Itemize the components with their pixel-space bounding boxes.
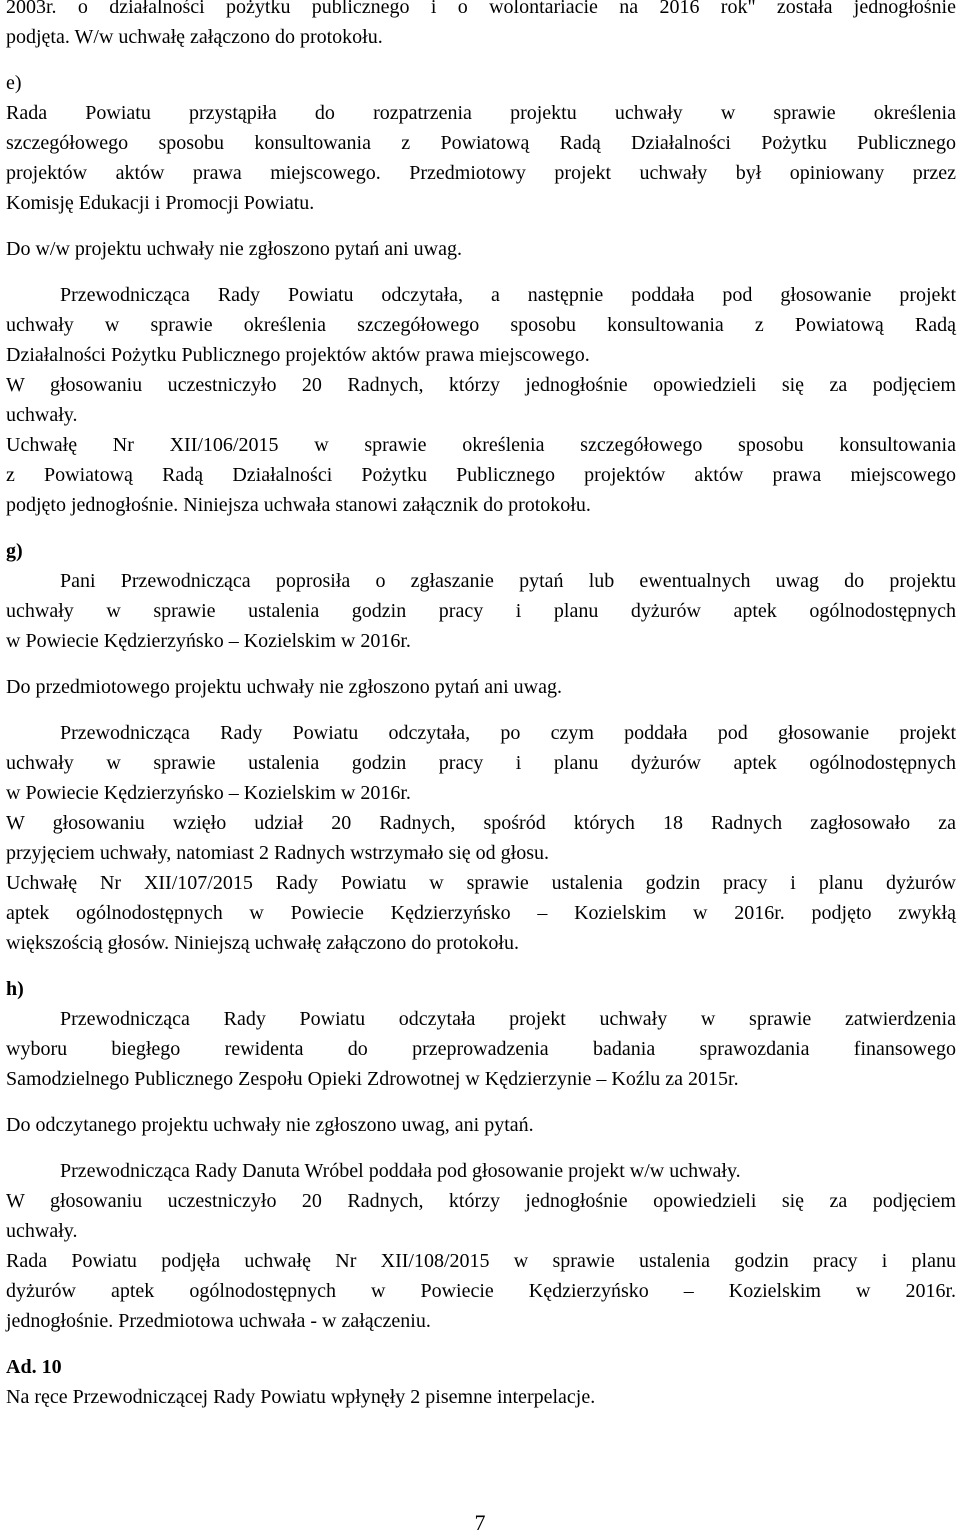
text-line: Przewodnicząca Rady Danuta Wróbel poddała pod głosowanie projekt w/w uchwały. [60, 1160, 741, 1182]
text-line: podjęto jednogłośnie. Niniejsza uchwała stanowi załącznik do protokołu. [6, 494, 591, 516]
text-line: uchwały w sprawie ustalenia godzin pracy i planu dyżurów aptek ogólnodostępnych [6, 600, 956, 622]
text-line: aptek ogólnodostępnych w Powiecie Kędzierzyńsko – Kozielskim w 2016r. podjęto zwykłą [6, 902, 956, 924]
text-line: W głosowaniu wzięło udział 20 Radnych, spośród których 18 Radnych zagłosowało za [6, 812, 956, 834]
text-line: Uchwałę Nr XII/106/2015 w sprawie określenia szczegółowego sposobu konsultowania [6, 434, 956, 456]
text-line: Przewodnicząca Rady Powiatu odczytała projekt uchwały w sprawie zatwierdzenia [60, 1008, 956, 1030]
text-line: dyżurów aptek ogólnodostępnych w Powiecie Kędzierzyńsko – Kozielskim w 2016r. [6, 1280, 956, 1302]
text-line: uchwały w sprawie określenia szczegółowego sposobu konsultowania z Powiatową Radą [6, 314, 956, 336]
text-line: Pani Przewodnicząca poprosiła o zgłaszanie pytań lub ewentualnych uwag do projektu [60, 570, 956, 592]
text-line: Na ręce Przewodniczącej Rady Powiatu wpłynęły 2 pisemne interpelacje. [6, 1386, 596, 1408]
document-page [6, 0, 956, 1412]
page-number: 7 [474, 1510, 486, 1535]
text-line: Do w/w projektu uchwały nie zgłoszono pytań ani uwag. [6, 238, 463, 260]
text-line: podjęta. W/w uchwałę załączono do protokołu. [6, 26, 383, 48]
text-line: Przewodnicząca Rady Powiatu odczytała, po czym poddała pod głosowanie projekt [60, 722, 956, 744]
text-line: Przewodnicząca Rady Powiatu odczytała, a następnie poddała pod głosowanie projekt [60, 284, 956, 306]
text-line: uchwały. [6, 404, 78, 426]
text-line: Uchwałę Nr XII/107/2015 Rady Powiatu w sprawie ustalenia godzin pracy i planu dyżurów [6, 872, 956, 894]
text-line: jednogłośnie. Przedmiotowa uchwała - w załączeniu. [6, 1310, 431, 1332]
text-line: Rada Powiatu przystąpiła do rozpatrzenia projektu uchwały w sprawie określenia [6, 102, 956, 124]
text-line: projektów aktów prawa miejscowego. Przedmiotowy projekt uchwały był opiniowany przez [6, 162, 956, 184]
text-line: Samodzielnego Publicznego Zespołu Opieki Zdrowotnej w Kędzierzynie – Koźlu za 2015r. [6, 1068, 739, 1090]
section-label-g: g) [6, 540, 23, 562]
text-line: szczegółowego sposobu konsultowania z Powiatową Radą Działalności Pożytku Publicznego [6, 132, 956, 154]
text-line: uchwały w sprawie ustalenia godzin pracy i planu dyżurów aptek ogólnodostępnych [6, 752, 956, 774]
text-line: Komisję Edukacji i Promocji Powiatu. [6, 192, 315, 214]
text-line: w Powiecie Kędzierzyńsko – Kozielskim w 2016r. [6, 782, 411, 804]
text-line: Działalności Pożytku Publicznego projektów aktów prawa miejscowego. [6, 344, 590, 366]
text-line: W głosowaniu uczestniczyło 20 Radnych, którzy jednogłośnie opowiedzieli się za podjęciem [6, 374, 956, 396]
text-line: w Powiecie Kędzierzyńsko – Kozielskim w 2016r. [6, 630, 411, 652]
text-line: W głosowaniu uczestniczyło 20 Radnych, którzy jednogłośnie opowiedzieli się za podjęciem [6, 1190, 956, 1212]
text-line: większością głosów. Niniejszą uchwałę załączono do protokołu. [6, 932, 519, 954]
section-label-ad10: Ad. 10 [6, 1356, 62, 1378]
text-line: Do odczytanego projektu uchwały nie zgłoszono uwag, ani pytań. [6, 1114, 534, 1136]
text-line: przyjęciem uchwały, natomiast 2 Radnych wstrzymało się od głosu. [6, 842, 550, 864]
text-line: Rada Powiatu podjęła uchwałę Nr XII/108/2015 w sprawie ustalenia godzin pracy i planu [6, 1250, 956, 1272]
section-label-e: e) [6, 72, 22, 94]
text-line: wyboru biegłego rewidenta do przeprowadzenia badania sprawozdania finansowego [6, 1038, 956, 1060]
text-line: 2003r. o działalności pożytku publicznego i o wolontariacie na 2016 rok" została jednogłośnie [6, 0, 956, 18]
text-line: z Powiatową Radą Działalności Pożytku Publicznego projektów aktów prawa miejscowego [6, 464, 956, 486]
text-line: Do przedmiotowego projektu uchwały nie zgłoszono pytań ani uwag. [6, 676, 562, 698]
text-line: uchwały. [6, 1220, 78, 1242]
section-label-h: h) [6, 978, 24, 1000]
